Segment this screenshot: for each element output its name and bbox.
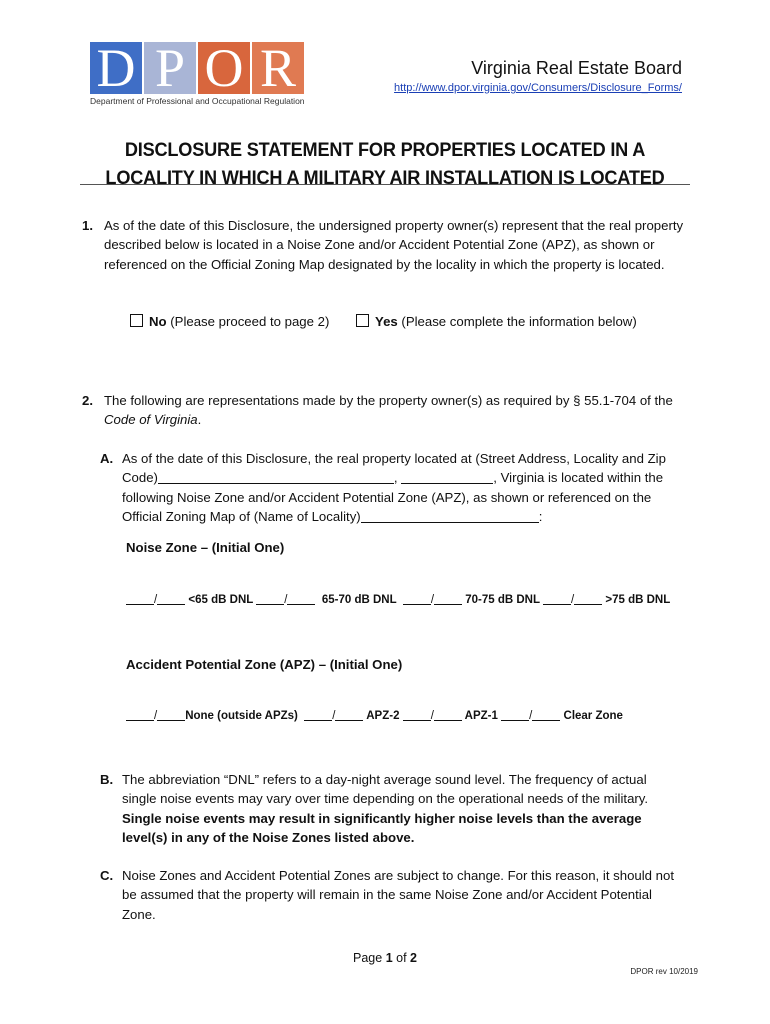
page-prefix: Page — [353, 951, 386, 965]
noise-initial-3b[interactable] — [434, 592, 462, 605]
locality-name-field[interactable] — [361, 510, 539, 523]
logo-letter-p: P — [144, 42, 196, 94]
apz-options: / None (outside APZs) / APZ-2 / APZ-1 / Clear Zone — [126, 708, 623, 722]
item-b-letter: B. — [100, 772, 114, 787]
apz-option-3: APZ-1 — [464, 710, 498, 722]
apz-initial-3b[interactable] — [434, 708, 462, 721]
apz-initial-4a[interactable] — [501, 708, 529, 721]
section-2-period: . — [197, 412, 202, 428]
dpor-logo — [90, 42, 306, 106]
noise-option-4: >75 dB DNL — [605, 594, 671, 606]
title-divider — [80, 184, 690, 185]
item-a-text: As of the date of this Disclosure, the real property located at (Street Address, Locality and Zip Code) , , Virginia is located within the following Noise Zone and/or Accident Potential Zone (APZ), as shown or referenced on the Official Zoning Map of (Name of Locality) : — [122, 451, 666, 525]
no-checkbox[interactable] — [130, 314, 143, 327]
section-1-text: As of the date of this Disclosure, the undersigned property owner(s) represent that the real property described below is located in a Noise Zone and/or Accident Potential Zone (APZ), as shown or referenced on the Official Zoning Map designated by the locality in which the property is located. — [104, 218, 684, 272]
board-url-link[interactable]: http://www.dpor.virginia.gov/Consumers/Disclosure_Forms/ — [394, 82, 682, 94]
noise-initial-2b[interactable] — [287, 592, 315, 605]
page-number — [0, 951, 770, 965]
item-a-text-2: , Virginia is located within the following Noise Zone and/or Accident Potential Zone (APZ), as shown or referenced on the Official Zoning Map of (Name of Locality) — [122, 470, 664, 525]
section-1-number: 1. — [82, 218, 93, 233]
section-2-number: 2. — [82, 393, 93, 408]
apz-option-1: None (outside APZs) — [185, 710, 298, 722]
item-a-text-1: As of the date of this Disclosure, the real property located at (Street Address, Locality and Zip Code) — [122, 451, 666, 486]
logo-letter-d: D — [90, 42, 142, 94]
noise-zone-options: / <65 dB DNL / 65-70 dB DNL / 70-75 dB DNL / >75 dB DNL — [126, 592, 670, 606]
apz-initial-4b[interactable] — [532, 708, 560, 721]
item-c-text: Noise Zones and Accident Potential Zones are subject to change. For this reason, it should not be assumed that the property will remain in the same Noise Zone and/or Accident Potential Zone. — [122, 868, 675, 922]
code-of-virginia: Code of Virginia — [104, 412, 198, 428]
item-b-text — [122, 770, 682, 848]
item-b-bold: Single noise events may result in significantly higher noise levels than the average level(s) in any of the Noise Zones listed above. — [122, 810, 642, 846]
yes-note: (Please complete the information below) — [401, 314, 637, 329]
apz-option-2: APZ-2 — [366, 710, 400, 722]
apz-initial-2a[interactable] — [304, 708, 332, 721]
logo-caption: Department of Professional and Occupational Regulation — [90, 96, 305, 106]
apz-initial-1a[interactable] — [126, 708, 154, 721]
noise-initial-4a[interactable] — [543, 592, 571, 605]
no-note: (Please proceed to page 2) — [170, 314, 330, 329]
section-2-text — [104, 391, 684, 430]
no-label: No — [149, 314, 167, 329]
item-c-letter: C. — [100, 868, 114, 883]
option-yes[interactable] — [356, 312, 637, 331]
logo-letter-r: R — [252, 42, 304, 94]
logo-letters — [90, 42, 306, 94]
item-a-letter: A. — [100, 451, 114, 466]
noise-initial-4b[interactable] — [574, 592, 602, 605]
noise-option-2: 65-70 dB DNL — [321, 594, 397, 606]
apz-initial-3a[interactable] — [403, 708, 431, 721]
apz-heading: Accident Potential Zone (APZ) – (Initial One) — [126, 657, 403, 672]
logo-letter-o: O — [198, 42, 250, 94]
page-total: 2 — [410, 951, 417, 965]
yes-label: Yes — [375, 314, 398, 329]
noise-initial-3a[interactable] — [403, 592, 431, 605]
title-line-2: LOCALITY IN WHICH A MILITARY AIR INSTALLATION IS LOCATED — [105, 167, 665, 189]
apz-initial-2b[interactable] — [335, 708, 363, 721]
noise-initial-2a[interactable] — [256, 592, 284, 605]
page-current: 1 — [385, 951, 393, 965]
noise-option-1: <65 dB DNL — [188, 594, 254, 606]
noise-option-3: 70-75 dB DNL — [465, 594, 540, 606]
noise-initial-1a[interactable] — [126, 592, 154, 605]
apz-option-4: Clear Zone — [563, 710, 623, 722]
locality-field[interactable] — [401, 471, 493, 484]
board-title: Virginia Real Estate Board — [471, 58, 682, 78]
item-a-colon: : — [538, 509, 543, 525]
item-b-plain: The abbreviation “DNL” refers to a day-night average sound level. The frequency of actual single noise events may vary over time depending on the operational needs of the military. — [122, 772, 649, 807]
yes-checkbox[interactable] — [356, 314, 369, 327]
noise-initial-1b[interactable] — [157, 592, 185, 605]
option-no[interactable] — [130, 312, 329, 331]
apz-initial-1b[interactable] — [157, 708, 185, 721]
street-address-field[interactable] — [158, 471, 394, 484]
title-line-1: DISCLOSURE STATEMENT FOR PROPERTIES LOCATED IN A — [124, 139, 646, 161]
revision-label: DPOR rev 10/2019 — [630, 967, 698, 976]
noise-zone-heading: Noise Zone – (Initial One) — [126, 540, 285, 555]
page-mid: of — [392, 951, 411, 965]
section-2-intro: The following are representations made by the property owner(s) as required by § 55.1-704 of the — [104, 393, 673, 408]
